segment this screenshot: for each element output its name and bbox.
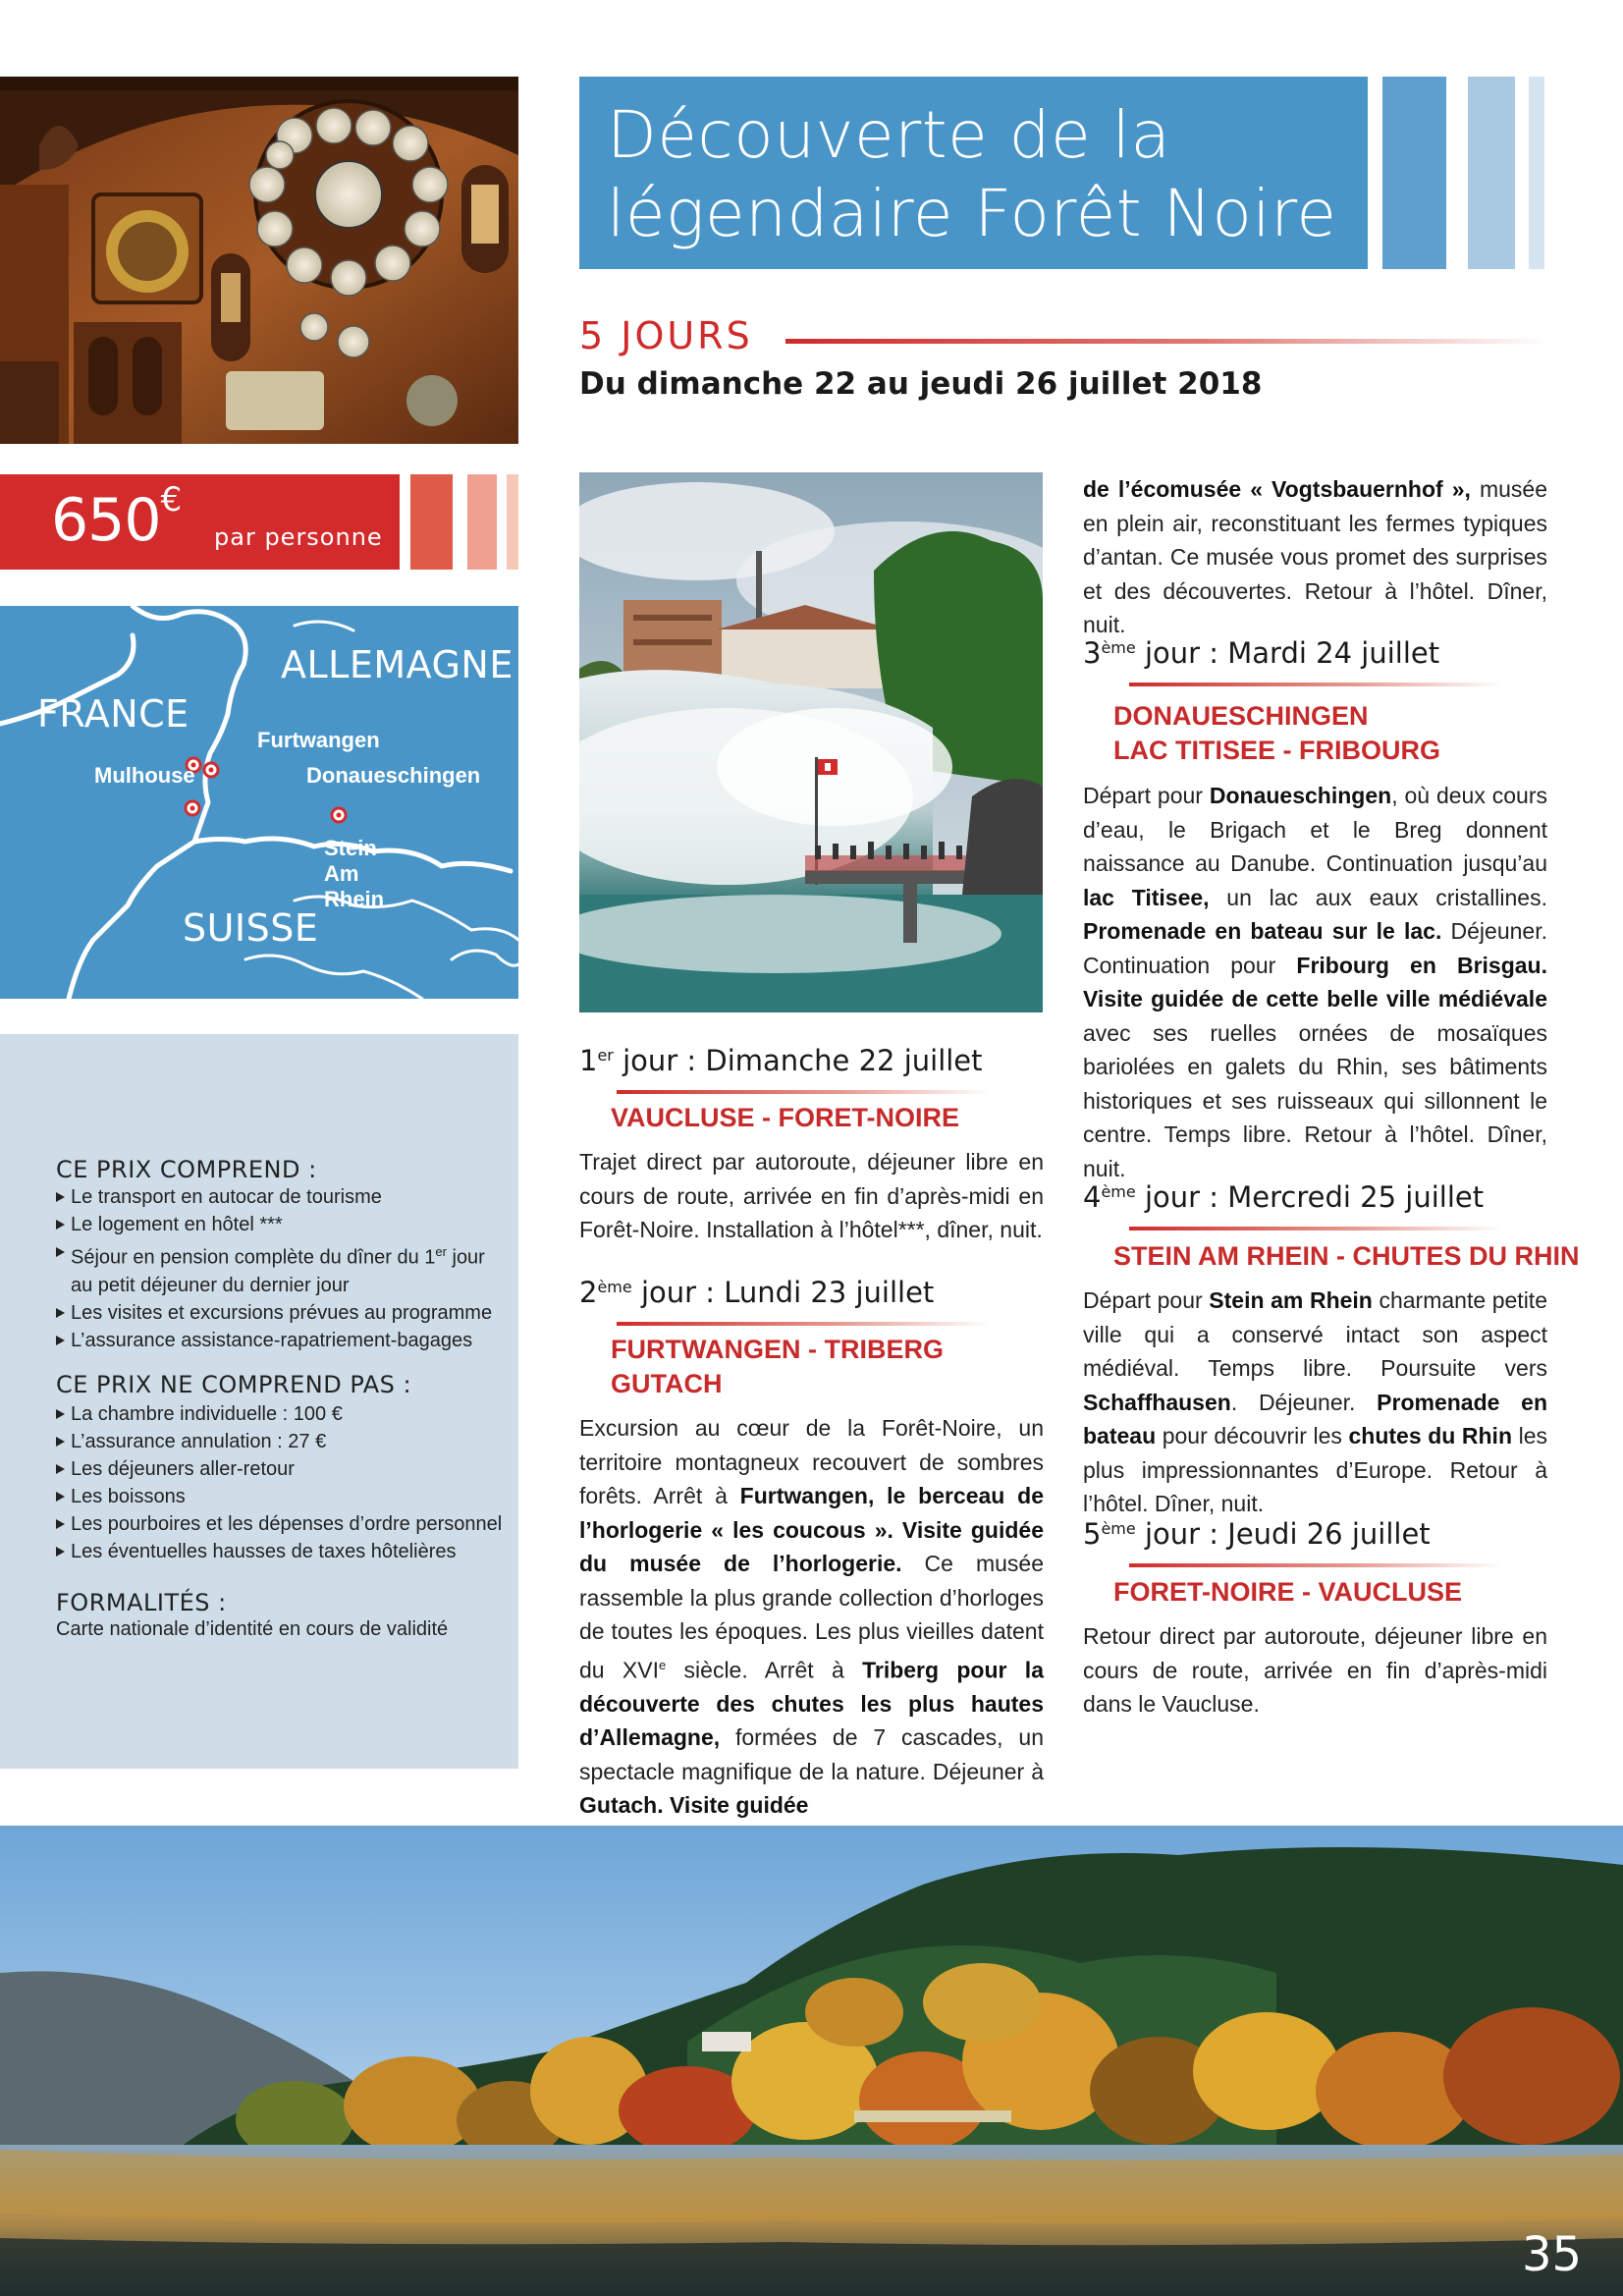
map-city-am: Am (324, 861, 359, 886)
list-item: L’assurance assistance-rapatriement-bagages (56, 1327, 508, 1354)
map-label-france: FRANCE (37, 692, 189, 736)
day-5-stage: FORET-NOIRE - VAUCLUSE (1113, 1577, 1463, 1607)
lake-forest-photo (0, 1826, 1623, 2296)
day-1-text: Trajet direct par autoroute, déjeuner libre en cours de route, arrivée en fin d’après-midi en Forêt-Noire. Installation à l’hôtel***, dîner, nuit. (579, 1149, 1044, 1242)
day-1-heading: 1er jour : Dimanche 22 juillet (579, 1044, 983, 1077)
title-decor-bar-3 (1529, 77, 1544, 269)
map-city-stein: Stein (324, 836, 377, 860)
list-item: Les éventuelles hausses de taxes hôtelières (56, 1538, 508, 1565)
list-item: Le logement en hôtel *** (56, 1211, 508, 1238)
list-item: Le transport en autocar de tourisme (56, 1183, 508, 1211)
map-label-allemagne: ALLEMAGNE (281, 643, 514, 686)
page-number: 35 (1522, 2227, 1583, 2282)
day-4-stage: STEIN AM RHEIN - CHUTES DU RHIN (1113, 1241, 1580, 1271)
day-3-rule (1129, 683, 1502, 686)
day-4-rule (1129, 1227, 1502, 1230)
duration-rule (785, 339, 1546, 344)
rhine-falls-photo (579, 472, 1043, 1012)
title-decor-bar-2 (1468, 77, 1515, 269)
includes-list (56, 1183, 508, 1354)
formalites-heading: FORMALITÉS : (56, 1589, 227, 1616)
day-4-heading: 4ème jour : Mercredi 25 juillet (1083, 1180, 1485, 1214)
list-item: Les pourboires et les dépenses d’ordre personnel (56, 1510, 508, 1538)
page-title (607, 96, 1336, 253)
day-2-heading: 2ème jour : Lundi 23 juillet (579, 1276, 935, 1309)
list-item: L’assurance annulation : 27 € (56, 1428, 508, 1455)
list-item: Les boissons (56, 1483, 508, 1510)
route-map (0, 606, 518, 999)
title-line-2: légendaire Forêt Noire (607, 176, 1337, 251)
day-2-text: Excursion au cœur de la Forêt-Noire, un territoire montagneux recouvert de sombres forêts. Arrêt à Furtwangen, le berceau de l’horlogerie « les coucous ». Visite guidée du musée de l’horlogerie. Ce musée rassemble la plus grande collection d’horloges de toutes les époques. Les plus vieilles datent du XVIe siècle. Arrêt à Triberg pour la découverte des chutes les plus hautes d’Allemagne, formées de 7 cascades, un spectacle magnifique de la nature. Déjeuner à Gutach. Visite guidée (579, 1415, 1044, 1819)
day-4-text: Départ pour Stein am Rhein charmante petite ville qui a conservé intact son aspect médiéval. Temps libre. Poursuite vers Schaffhausen. Déjeuner. Promenade en bateau pour découvrir les chutes du Rhin les plus impressionnantes d’Europe. Retour à l’hôtel. Dîner, nuit. (1083, 1287, 1547, 1516)
day-1-stage: VAUCLUSE - FORET-NOIRE (611, 1103, 960, 1132)
day-3-text: Départ pour Donaueschingen, où deux cours d’eau, le Brigach et le Breg donnent naissance au Danube. Continuation jusqu’au lac Titisee, un lac aux eaux cristallines. Promenade en bateau sur le lac. Déjeuner. Continuation pour Fribourg en Brisgau. Visite guidée de cette belle ville médiévale avec ses ruelles ornées de mosaïques bariolées en galets du Rhin, ses bâtiments historiques et ses ruisseaux qui sillonnent le centre. Temps libre. Retour à l’hôtel. Dîner, nuit. (1083, 783, 1547, 1181)
includes-heading: CE PRIX COMPREND : (56, 1156, 317, 1183)
price-per-person: par personne (214, 523, 383, 551)
day-5-rule (1129, 1563, 1502, 1567)
excludes-heading: CE PRIX NE COMPREND PAS : (56, 1371, 412, 1398)
price-banner (0, 474, 400, 570)
day-3-heading: 3ème jour : Mardi 24 juillet (1083, 636, 1440, 670)
price-amount: 650 (51, 486, 161, 555)
cuckoo-clock-photo (0, 77, 518, 444)
day-2-text-continued: de l’écomusée « Vogtsbauernhof », musée en plein air, reconstituant les fermes typiques d’antan. Ce musée vous promet des surprises et des découvertes. Retour à l’hôtel. Dîner, nuit. (1083, 476, 1547, 637)
excludes-list (56, 1400, 508, 1565)
list-item: Séjour en pension complète du dîner du 1er jour au petit déjeuner du dernier jour (56, 1238, 508, 1299)
title-banner (579, 77, 1368, 269)
price-decor-bar-1 (410, 474, 453, 570)
price-decor-bar-2 (467, 474, 497, 570)
day-2-rule (617, 1322, 990, 1326)
title-line-1: Découverte de la (607, 97, 1171, 173)
map-label-suisse: SUISSE (183, 906, 319, 950)
price-value (51, 480, 182, 555)
map-city-donaueschingen: Donaueschingen (306, 763, 481, 788)
formalites-text: Carte nationale d’identité en cours de validité (56, 1618, 449, 1640)
list-item: Les déjeuners aller-retour (56, 1455, 508, 1483)
day-5-heading: 5ème jour : Jeudi 26 juillet (1083, 1517, 1431, 1551)
map-city-rhein: Rhein (324, 887, 385, 911)
day-1-rule (617, 1090, 990, 1094)
date-range: Du dimanche 22 au jeudi 26 juillet 2018 (579, 366, 1263, 402)
day-5-text: Retour direct par autoroute, déjeuner libre en cours de route, arrivée en fin d’après-midi dans le Vaucluse. (1083, 1623, 1547, 1717)
day-3-stage: DONAUESCHINGEN LAC TITISEE - FRIBOURG (1113, 701, 1440, 765)
day-2-stage: FURTWANGEN - TRIBERG GUTACH (611, 1335, 944, 1398)
map-city-furtwangen: Furtwangen (257, 728, 380, 752)
duration-label: 5 JOURS (579, 314, 753, 357)
map-city-mulhouse: Mulhouse (94, 763, 195, 788)
title-decor-bar-1 (1382, 77, 1446, 269)
price-decor-bar-3 (507, 474, 518, 570)
list-item: La chambre individuelle : 100 € (56, 1400, 508, 1428)
list-item: Les visites et excursions prévues au programme (56, 1299, 508, 1327)
price-currency: € (160, 480, 182, 519)
